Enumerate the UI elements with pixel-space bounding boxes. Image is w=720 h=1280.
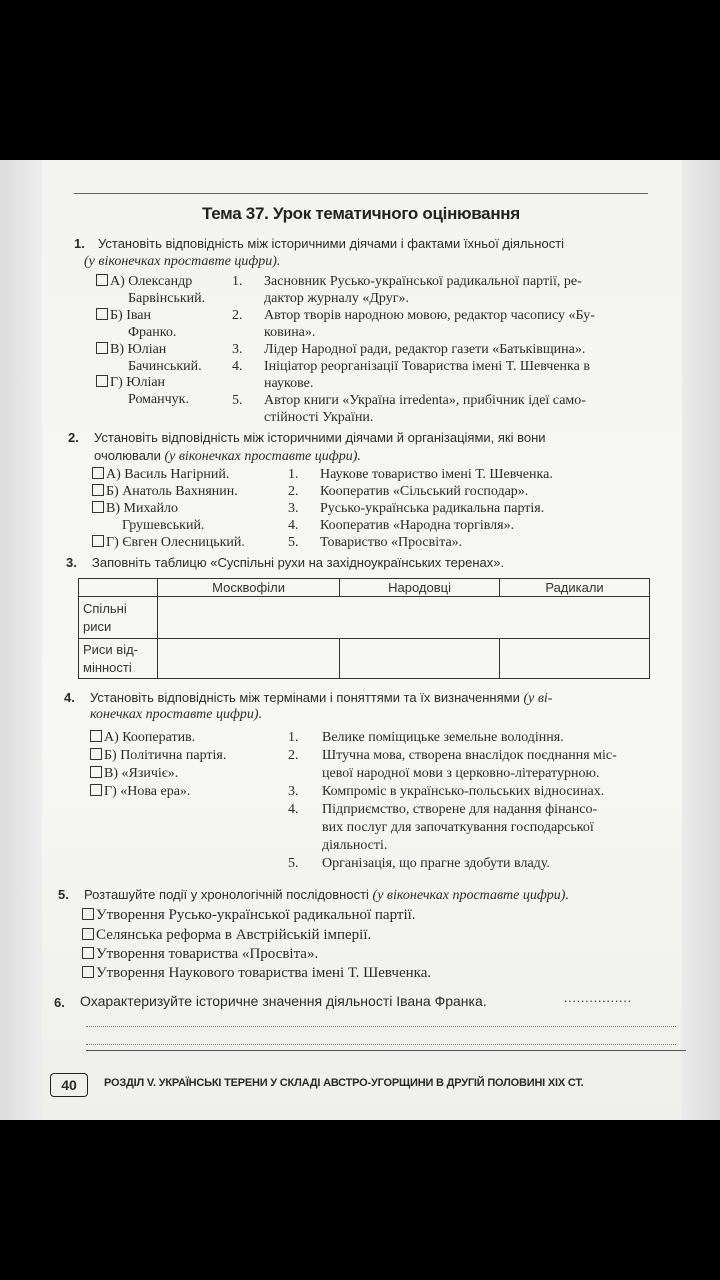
right-page-edge: [678, 160, 720, 1120]
q2-option-d[interactable]: Г) Євген Олесницький.: [92, 535, 245, 551]
q4-def-4-cont: вих послуг для започаткування господарської: [322, 820, 594, 835]
page-title: Тема 37. Урок тематичного оцінювання: [202, 204, 520, 223]
q4-number: 4.: [64, 690, 75, 705]
q2-text: Установіть відповідність між історичними діячами й організаціями, які вони: [94, 430, 546, 445]
q1-option-b[interactable]: Б) Іван: [96, 308, 151, 324]
q4-def-5: Організація, що прагне здобути владу.: [322, 856, 550, 871]
q2-num-2: 2.: [288, 484, 299, 499]
q4-option-d[interactable]: Г) «Нова ера».: [90, 784, 190, 800]
table-row-header: Риси від-мінності: [79, 639, 158, 679]
q5-event-2[interactable]: Селянська реформа в Австрійській імперії.: [82, 927, 371, 944]
q5-event-1[interactable]: Утворення Русько-української радикальної партії.: [82, 907, 416, 924]
q2-num-5: 5.: [288, 535, 299, 550]
q1-option-d-cont: Романчук.: [128, 392, 189, 407]
q1-option-c-cont: Бачинський.: [128, 359, 202, 374]
q2-org-5: Товариство «Просвіта».: [320, 535, 463, 550]
q5-number: 5.: [58, 887, 69, 902]
q1-fact-2: Автор творів народною мовою, редактор часопису «Бу-: [264, 308, 595, 323]
q4-num-2: 2.: [288, 748, 299, 763]
q2-option-a[interactable]: А) Василь Нагірний.: [92, 467, 229, 483]
q2-org-1: Наукове товариство імені Т. Шевченка.: [320, 467, 553, 482]
q2-org-3: Русько-українська радикальна партія.: [320, 501, 545, 516]
q5-text: Розташуйте події у хронологічній послідовності (у віконечках проставте цифри).: [84, 887, 569, 903]
q4-text: Установіть відповідність між термінами і поняттями та їх визначеннями (у ві-: [90, 690, 553, 706]
q2-num-1: 1.: [288, 467, 299, 482]
q6-text: Охарактеризуйте історичне значення діяльності Івана Франка.: [80, 993, 487, 1009]
social-movements-table: [78, 578, 650, 679]
q4-hint: конечках проставте цифри).: [90, 707, 263, 722]
q1-fact-5: Автор книги «Україна irredenta», прибічник ідеї само-: [264, 393, 586, 408]
table-row: [79, 639, 650, 679]
page-number: 40: [50, 1073, 88, 1097]
q1-option-b-cont: Франко.: [128, 325, 177, 340]
q4-def-4-cont2: діяльності.: [322, 838, 388, 853]
table-col-header: Радикали: [500, 579, 650, 597]
common-features-cell[interactable]: [158, 597, 650, 639]
q3-number: 3.: [66, 555, 77, 570]
q4-option-c[interactable]: В) «Язичіє».: [90, 766, 178, 782]
q5-event-3[interactable]: Утворення товариства «Просвіта».: [82, 946, 318, 963]
q1-num-2: 2.: [232, 308, 243, 323]
q1-text: Установіть відповідність між історичними діячами і фактами їхньої діяльності: [98, 236, 565, 251]
answer-checkbox[interactable]: [96, 375, 108, 387]
table-col-header: Москвофіли: [158, 579, 340, 597]
q4-option-b[interactable]: Б) Політична партія.: [90, 748, 226, 764]
q1-fact-4: Ініціатор реорганізації Товариства імені Т. Шевченка в: [264, 359, 590, 374]
q2-num-4: 4.: [288, 518, 299, 533]
q2-option-c[interactable]: В) Михайло: [92, 501, 178, 517]
answer-checkbox[interactable]: [96, 308, 108, 320]
photo: [0, 160, 720, 1120]
q4-num-4: 4.: [288, 802, 299, 817]
table-row-header: Спільні риси: [79, 597, 158, 639]
answer-checkbox[interactable]: [92, 501, 104, 513]
q2-text-cont: очолювали (у віконечках проставте цифри).: [94, 448, 361, 464]
q1-fact-1: Засновник Русько-української радикальної партії, ре-: [264, 274, 582, 289]
differences-cell-narodovtsi[interactable]: [340, 639, 500, 679]
q2-option-b[interactable]: Б) Анатоль Вахнянин.: [92, 484, 238, 500]
q1-hint: (у віконечках проставте цифри).: [84, 254, 281, 269]
q2-org-4: Кооператив «Народна торгівля».: [320, 518, 515, 533]
table-col-header: Народовці: [340, 579, 500, 597]
q2-org-2: Кооператив «Сільський господар».: [320, 484, 529, 499]
q1-option-a-cont: Барвінський.: [128, 291, 206, 306]
q1-fact-4-cont: наукове.: [264, 376, 314, 391]
q1-fact-1-cont: дактор журналу «Друг».: [264, 291, 409, 306]
q1-fact-5-cont: стійності України.: [264, 410, 374, 425]
answer-checkbox[interactable]: [96, 274, 108, 286]
q1-num-3: 3.: [232, 342, 243, 357]
q4-def-2: Штучна мова, створена внаслідок поєднання міс-: [322, 748, 617, 763]
answer-checkbox[interactable]: [92, 467, 104, 479]
q3-text: Заповніть таблицю «Суспільні рухи на західноукраїнських теренах».: [92, 555, 505, 570]
q4-def-1: Велике поміщицьке земельне володіння.: [322, 730, 564, 745]
q2-num-3: 3.: [288, 501, 299, 516]
q6-number: 6.: [54, 995, 65, 1010]
q1-fact-2-cont: ковина».: [264, 325, 316, 340]
q2-option-c-cont: Грушевський.: [122, 518, 205, 533]
q4-def-4: Підприємство, створене для надання фінансо-: [322, 802, 598, 817]
left-page-edge: [0, 160, 44, 1120]
table-header-row: [79, 579, 650, 597]
table-corner: [79, 579, 158, 597]
q1-option-c[interactable]: В) Юліан: [96, 342, 166, 358]
footer-section-title: РОЗДІЛ V. УКРАЇНСЬКІ ТЕРЕНИ У СКЛАДІ АВСТРО-УГОРЩИНИ В ДРУГІЙ ПОЛОВИНІ XIX СТ.: [104, 1077, 584, 1089]
q4-num-1: 1.: [288, 730, 299, 745]
answer-checkbox[interactable]: [92, 484, 104, 496]
q1-fact-3: Лідер Народної ради, редактор газети «Батьківщина».: [264, 342, 586, 357]
q1-number: 1.: [74, 236, 85, 251]
answer-checkbox[interactable]: [92, 535, 104, 547]
q1-num-4: 4.: [232, 359, 243, 374]
q1-option-a[interactable]: А) Олександр: [96, 274, 192, 290]
q4-num-5: 5.: [288, 856, 299, 871]
q1-num-5: 5.: [232, 393, 243, 408]
q1-num-1: 1.: [232, 274, 243, 289]
q5-event-4[interactable]: Утворення Наукового товариства імені Т. Шевченка.: [82, 965, 431, 982]
differences-cell-radykaly[interactable]: [500, 639, 650, 679]
q6-answer-dots[interactable]: ................: [564, 990, 632, 1005]
q1-option-d[interactable]: Г) Юліан: [96, 375, 165, 391]
q4-def-3: Компроміс в українсько-польських відносинах.: [322, 784, 605, 799]
table-row: [79, 597, 650, 639]
q2-number: 2.: [68, 430, 79, 445]
answer-checkbox[interactable]: [96, 342, 108, 354]
q4-num-3: 3.: [288, 784, 299, 799]
q4-option-a[interactable]: А) Кооператив.: [90, 730, 195, 746]
q4-def-2-cont: цевої народної мови з церковно-літературною.: [322, 766, 600, 781]
differences-cell-moskvofily[interactable]: [158, 639, 340, 679]
top-rule: [74, 193, 648, 194]
